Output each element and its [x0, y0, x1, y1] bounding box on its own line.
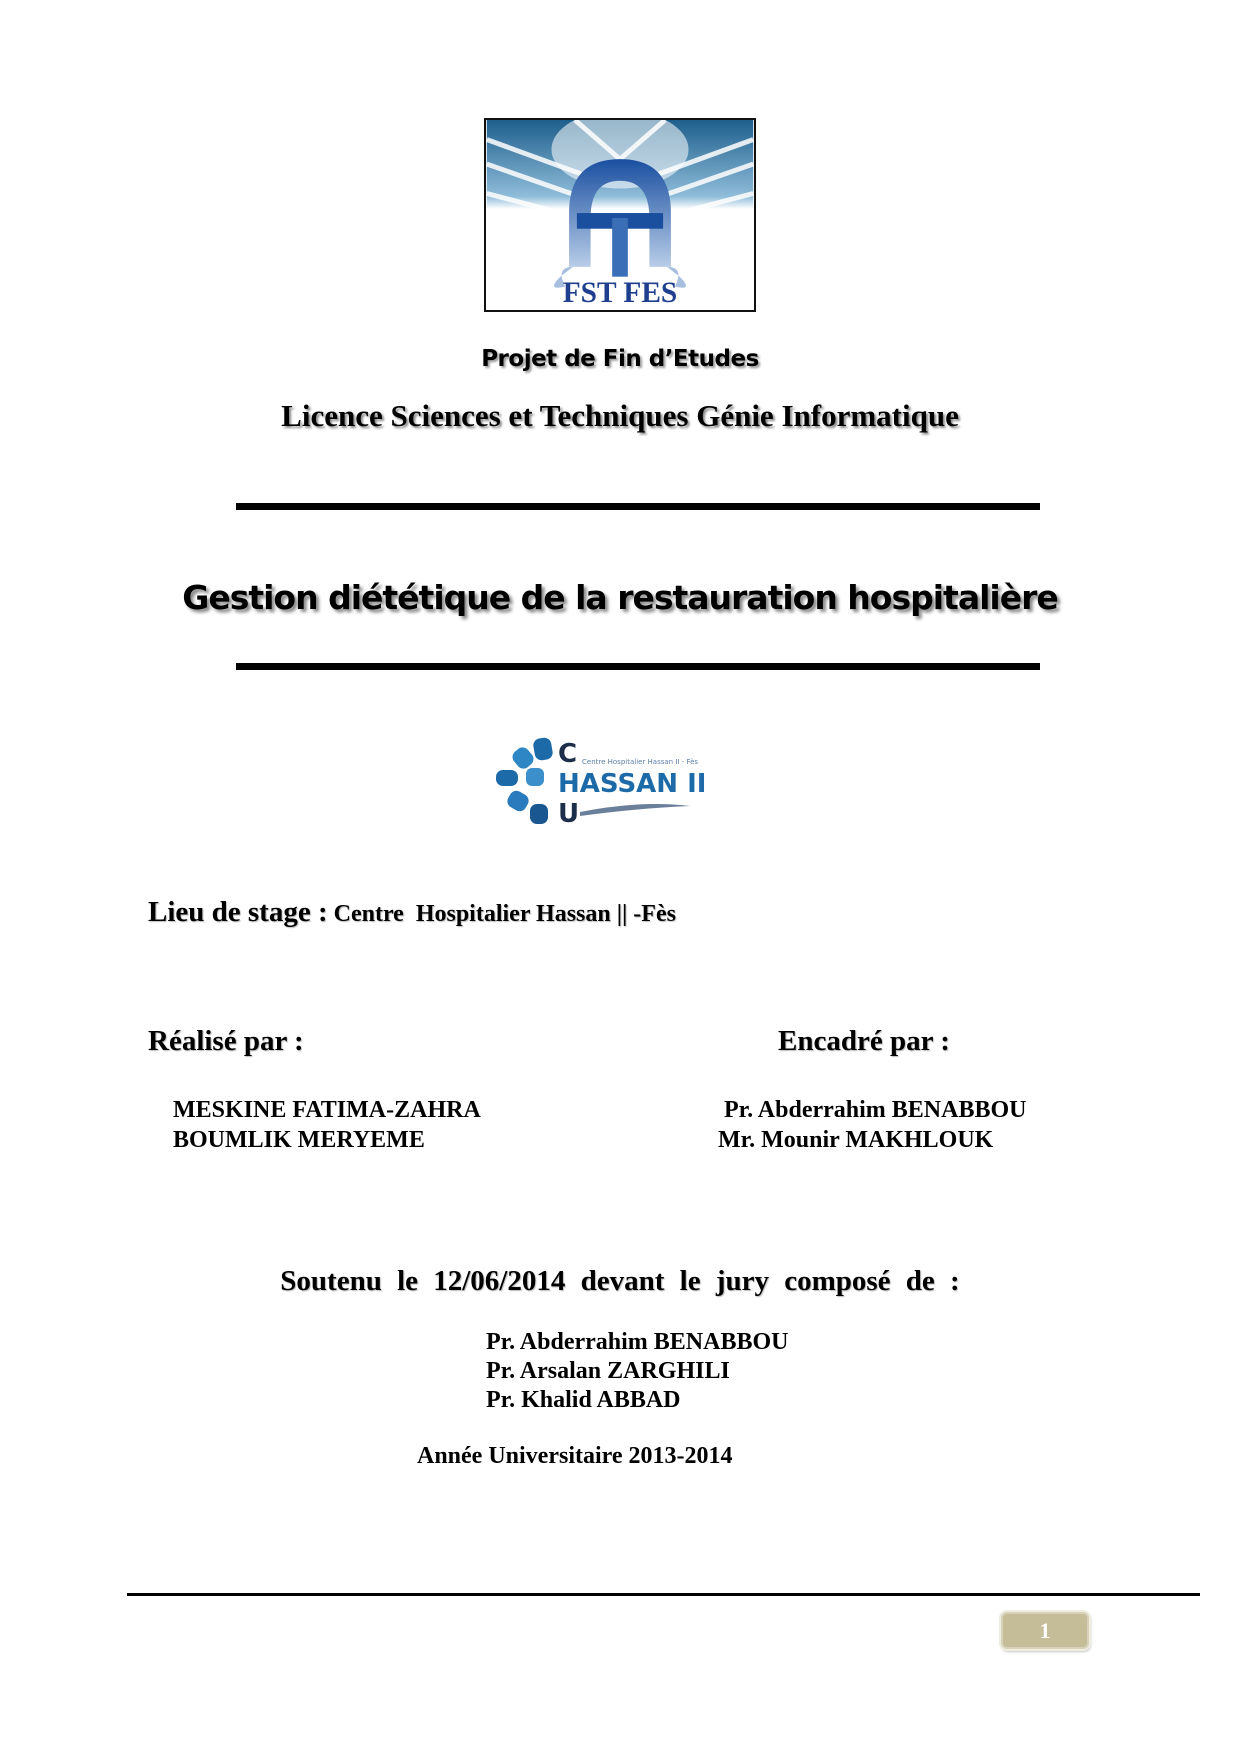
document-title: Gestion diététique de la restauration hospitalière — [182, 578, 1058, 617]
jury-member: Pr. Abderrahim BENABBOU — [486, 1329, 789, 1355]
supervisors-list — [718, 1095, 1026, 1155]
fst-emblem-icon — [486, 120, 754, 310]
svg-text:HASSAN II: HASSAN II — [558, 769, 707, 799]
internship-location — [148, 896, 676, 929]
footer-rule — [127, 1593, 1200, 1596]
jury-member: Pr. Arsalan ZARGHILI — [486, 1358, 730, 1384]
jury-member: Pr. Khalid ABBAD — [486, 1387, 681, 1413]
project-type-heading: Projet de Fin d’Etudes — [481, 346, 759, 372]
internship-value: Centre Hospitalier Hassan || -Fès — [327, 901, 676, 927]
fst-fes-logo — [484, 118, 756, 312]
jury-list — [486, 1328, 788, 1415]
svg-text:C: C — [558, 739, 578, 769]
author-name: BOUMLIK MERYEME — [173, 1127, 425, 1153]
internship-label: Lieu de stage : — [148, 896, 328, 928]
page-number-badge: 1 — [1001, 1612, 1089, 1649]
svg-text:Centre Hospitalier Hassan II -: Centre Hospitalier Hassan II - Fès — [582, 758, 699, 766]
svg-text:FST FES: FST FES — [562, 277, 678, 310]
authors-label: Réalisé par : — [148, 1025, 304, 1057]
author-name: MESKINE FATIMA-ZAHRA — [173, 1097, 481, 1123]
academic-year: Année Universitaire 2013-2014 — [417, 1443, 733, 1469]
svg-text:U: U — [558, 799, 580, 829]
chu-hassan-ii-logo — [490, 730, 730, 830]
supervisors-label: Encadré par : — [778, 1025, 950, 1057]
supervisor-name: Pr. Abderrahim BENABBOU — [724, 1097, 1027, 1123]
authors-list — [173, 1095, 481, 1155]
supervisor-name: Mr. Mounir MAKHLOUK — [718, 1127, 994, 1153]
chu-flower-icon — [490, 730, 730, 830]
title-top-rule — [236, 503, 1040, 510]
defense-statement: Soutenu le 12/06/2014 devant le jury composé de : — [280, 1265, 960, 1297]
title-bottom-rule — [236, 663, 1040, 670]
degree-heading: Licence Sciences et Techniques Génie Informatique — [281, 398, 959, 433]
